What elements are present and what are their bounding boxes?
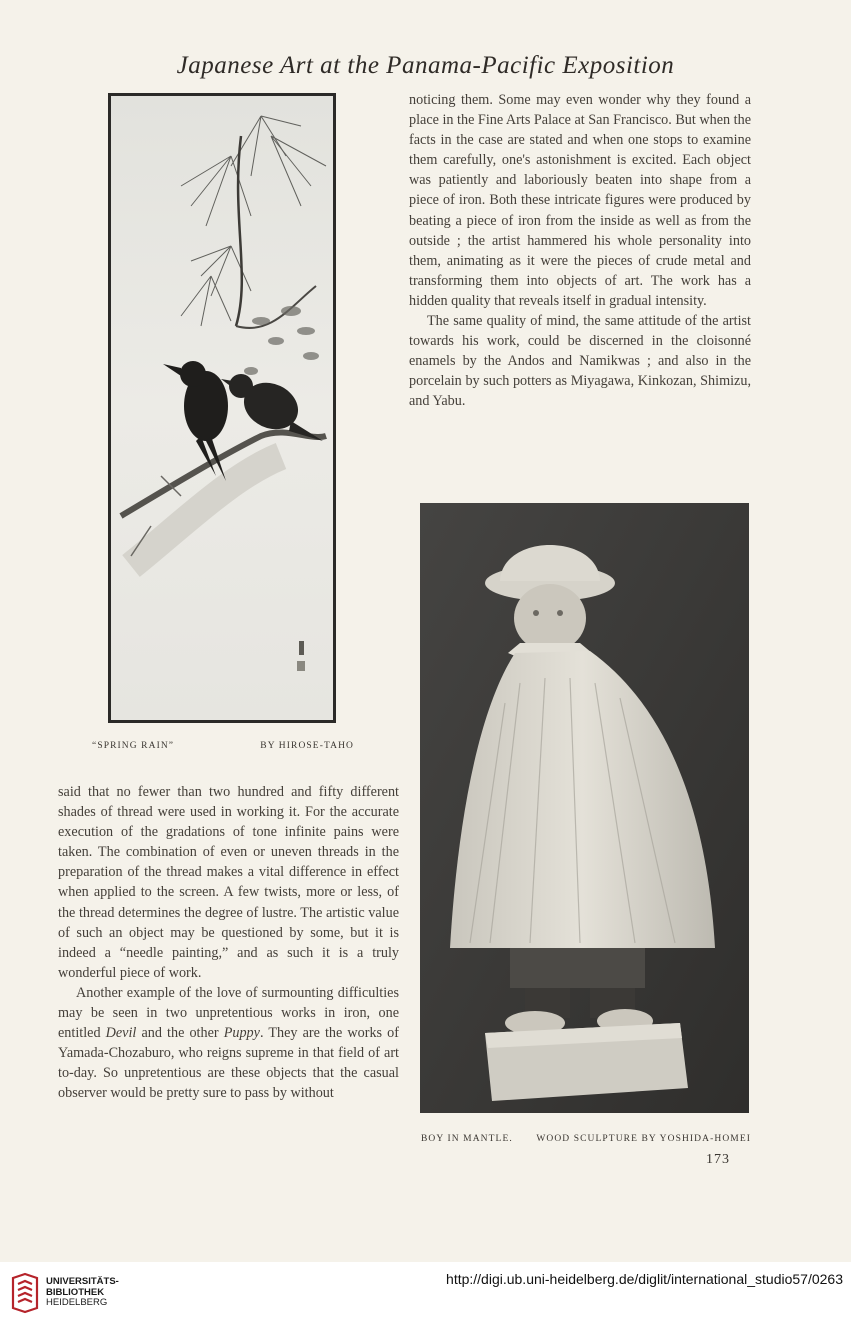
university-library-logo-icon[interactable] bbox=[10, 1272, 40, 1314]
right-column-text bbox=[409, 90, 751, 412]
library-line-3: HEIDELBERG bbox=[46, 1297, 108, 1308]
painting-caption bbox=[92, 741, 354, 751]
painting-caption-title: “SPRING RAIN” bbox=[92, 741, 175, 751]
wood-sculpture-illustration bbox=[420, 503, 749, 1113]
permalink-url[interactable]: http://digi.ub.uni-heidelberg.de/diglit/international_studio57/0263 bbox=[446, 1271, 843, 1287]
sculpture-caption bbox=[421, 1134, 751, 1144]
left-column-text bbox=[58, 782, 399, 1104]
work-title-devil: Devil bbox=[105, 1025, 137, 1042]
painting-spring-rain bbox=[108, 93, 336, 723]
crows-on-pine-illustration bbox=[111, 96, 333, 720]
text-run: and the other bbox=[136, 1025, 224, 1042]
text-run: Another example of the love of surmounting difficulties may be seen in two unpretentious works in iron, one entitled bbox=[58, 984, 399, 1042]
paragraph: said that no fewer than two hundred and fifty different shades of thread were used in working it. For the accurate execution of the gradations of tone infinite pains were taken. The combination of even or uneven threads in the preparation of the thread makes a vital difference in effect when applied to the screen. A few twists, more or less, of the thread determines the degree of lustre. The artistic value of such an object may be questioned by some, but it is indeed a “needle painting,” and as such it is a truly wonderful piece of work. bbox=[58, 784, 399, 981]
digital-library-footer bbox=[0, 1262, 851, 1324]
library-line-1: UNIVERSITÄTS- bbox=[46, 1276, 119, 1287]
paragraph: The same quality of mind, the same attitude of the artist towards his work, could be discerned in the cloisonné enamels by the Andos and Namikwas ; and also in the porcelain by such potters as Miyagawa, Kinkozan, Shimizu, and Yabu. bbox=[409, 313, 751, 410]
text-run: . They are the works of Yamada-Chozaburo, who reigns supreme in that field of art to-day. So unpretentious are these objects that the casual observer would be pretty sure to pass by without bbox=[58, 1025, 399, 1102]
photo-boy-in-mantle bbox=[420, 503, 749, 1113]
paragraph: noticing them. Some may even wonder why they found a place in the Fine Arts Palace at San Francisco. But when the facts in the case are stated and when one stops to examine them carefully, one's astonishment is excited. Each object was patiently and laboriously beaten into shape from a piece of iron. Both these intricate figures were produced by beating a piece of iron from the inside as well as from the outside ; the artist hammered his whole personality into them, animating as it were the pieces of crude metal and transforming them into objects of art. The work has a hidden quality that reveals itself in gradual intensity. bbox=[409, 92, 751, 309]
sculpture-caption-title: BOY IN MANTLE. bbox=[421, 1134, 513, 1144]
painting-caption-credit: BY HIROSE-TAHO bbox=[260, 741, 354, 751]
page-number: 173 bbox=[706, 1152, 730, 1167]
work-title-puppy: Puppy bbox=[223, 1025, 260, 1042]
library-line-2: BIBLIOTHEK bbox=[46, 1286, 105, 1298]
sculpture-caption-credit: WOOD SCULPTURE BY YOSHIDA-HOMEI bbox=[536, 1134, 751, 1144]
library-name bbox=[46, 1277, 119, 1309]
running-title: Japanese Art at the Panama-Pacific Exposition bbox=[176, 52, 675, 79]
paragraph bbox=[58, 983, 399, 1104]
